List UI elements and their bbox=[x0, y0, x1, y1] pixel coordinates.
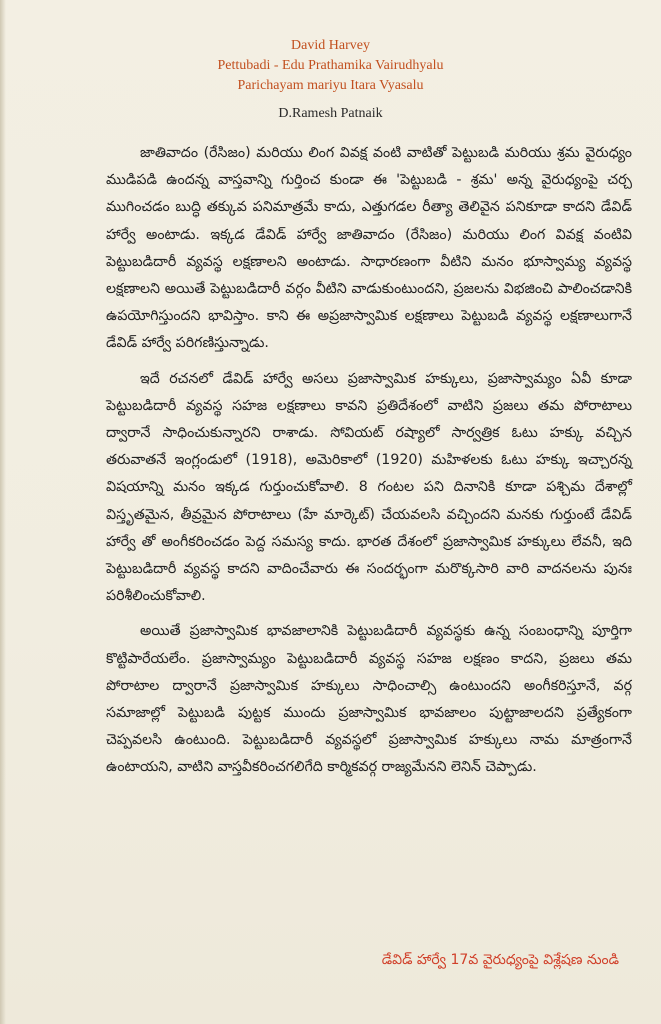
paragraph-3: అయితే ప్రజాస్వామిక భావజాలానికి పెట్టుబడిదారీ వ్యవస్థకు ఉన్న సంబంధాన్ని పూర్తిగా కొట్టిపారేయలేం. ప్రజాస్వామ్యం పెట్టుబడిదారీ వ్యవస్థ సహజ లక్షణం కాదని, ప్రజలు తమ పోరాటాల ద్వారానే ప్రజాస్వామిక హక్కులు సాధించాల్సి ఉంటుందని అంగీకరిస్తూనే, వర్గ సమాజాల్లో పెట్టుబడి పుట్టక ముందు ప్రజాస్వామిక భావజాలం పుట్టాజాలదని ప్రత్యేకంగా చెప్పవలసి ఉంటుంది. పెట్టుబడిదారీ వ్యవస్థలో ప్రజాస్వామిక హక్కులు నామ మాత్రంగానే ఉంటాయని, వాటిని వాస్తవీకరించగలిగేది కార్మికవర్గ రాజ్యమేనని లెనిన్ చెప్పాడు. bbox=[106, 623, 632, 776]
book-title-line-2: Parichayam mariyu Itara Vyasalu bbox=[237, 78, 424, 93]
book-header bbox=[0, 36, 661, 96]
book-title-line-1: Pettubadi - Edu Prathamika Vairudhyalu bbox=[217, 58, 444, 73]
paragraph-1: జాతివాదం (రేసిజం) మరియు లింగ వివక్ష వంటి వాటితో పెట్టుబడి మరియు శ్రమ వైరుధ్యం ముడిపడి ఉందన్న వాస్తవాన్ని గుర్తించ కుండా ఈ 'పెట్టుబడి - శ్రమ' అన్న వైరుధ్యంపై చర్చ ముగించడం బుద్ధి తక్కువ పనిమాత్రమే కాదు, ఎత్తుగడల రీత్యా తెలివైన పనికూడా కాదని డేవిడ్ హార్వే అంటాడు. ఇక్కడ డేవిడ్ హార్వే జాతివాదం (రేసిజం) మరియు లింగ వివక్ష వంటివి పెట్టుబడిదారీ వ్యవస్థ లక్షణాలని అంటాడు. సాధారణంగా వీటిని మనం భూస్వామ్య వ్యవస్థ లక్షణాలని అయితే పెట్టుబడిదారీ వర్గం వీటిని వాడుకుంటుందని, ప్రజలను విభజించి పాలించడానికి ఉపయోగిస్తుందని భావిస్తాం. కాని ఈ అప్రజాస్వామిక లక్షణాలు పెట్టుబడి వ్యవస్థ లక్షణాలుగానే డేవిడ్ హార్వే పరిగణిస్తున్నాడు. bbox=[106, 145, 632, 352]
source-attribution: డేవిడ్ హార్వే 17వ వైరుధ్యంపై విశ్లేషణ నుండి bbox=[381, 952, 619, 968]
translator-name: D.Ramesh Patnaik bbox=[278, 106, 383, 121]
excerpt-body bbox=[106, 140, 632, 790]
paragraph-2: ఇదే రచనలో డేవిడ్ హార్వే అసలు ప్రజాస్వామిక హక్కులు, ప్రజాస్వామ్యం ఏవీ కూడా పెట్టుబడిదారీ వ్యవస్థ సహజ లక్షణాలు కావని ప్రతిదేశంలో వాటిని ప్రజలు తమ పోరాటాలు ద్వారానే సాధించుకున్నారని రాశాడు. సోవియట్ రష్యాలో సార్వత్రిక ఓటు హక్కు వచ్చిన తరువాతనే ఇంగ్లండులో (1918), అమెరికాలో (1920) మహిళలకు ఓటు హక్కు ఇచ్చారన్న విషయాన్ని మనం ఇక్కడ గుర్తుంచుకోవాలి. 8 గంటల పని దినానికి కూడా పశ్చిమ దేశాల్లో విస్తృతమైన, తీవ్రమైన పోరాటాలు (హే మార్కెట్) చేయవలసి వచ్చిందని మనకు గుర్తుంటే డేవిడ్ హార్వే తో అంగీకరించడం పెద్ద సమస్య కాదు. భారత దేశంలో ప్రజాస్వామిక హక్కులు లేవనీ, ఇది పెట్టుబడిదారీ వ్యవస్థ కాదని వాదించేవారు ఈ సందర్భంగా మరొక్కసారి వారి వాదనలను పునః పరిశీలించుకోవాలి. bbox=[106, 370, 632, 605]
author-name: David Harvey bbox=[291, 38, 370, 53]
